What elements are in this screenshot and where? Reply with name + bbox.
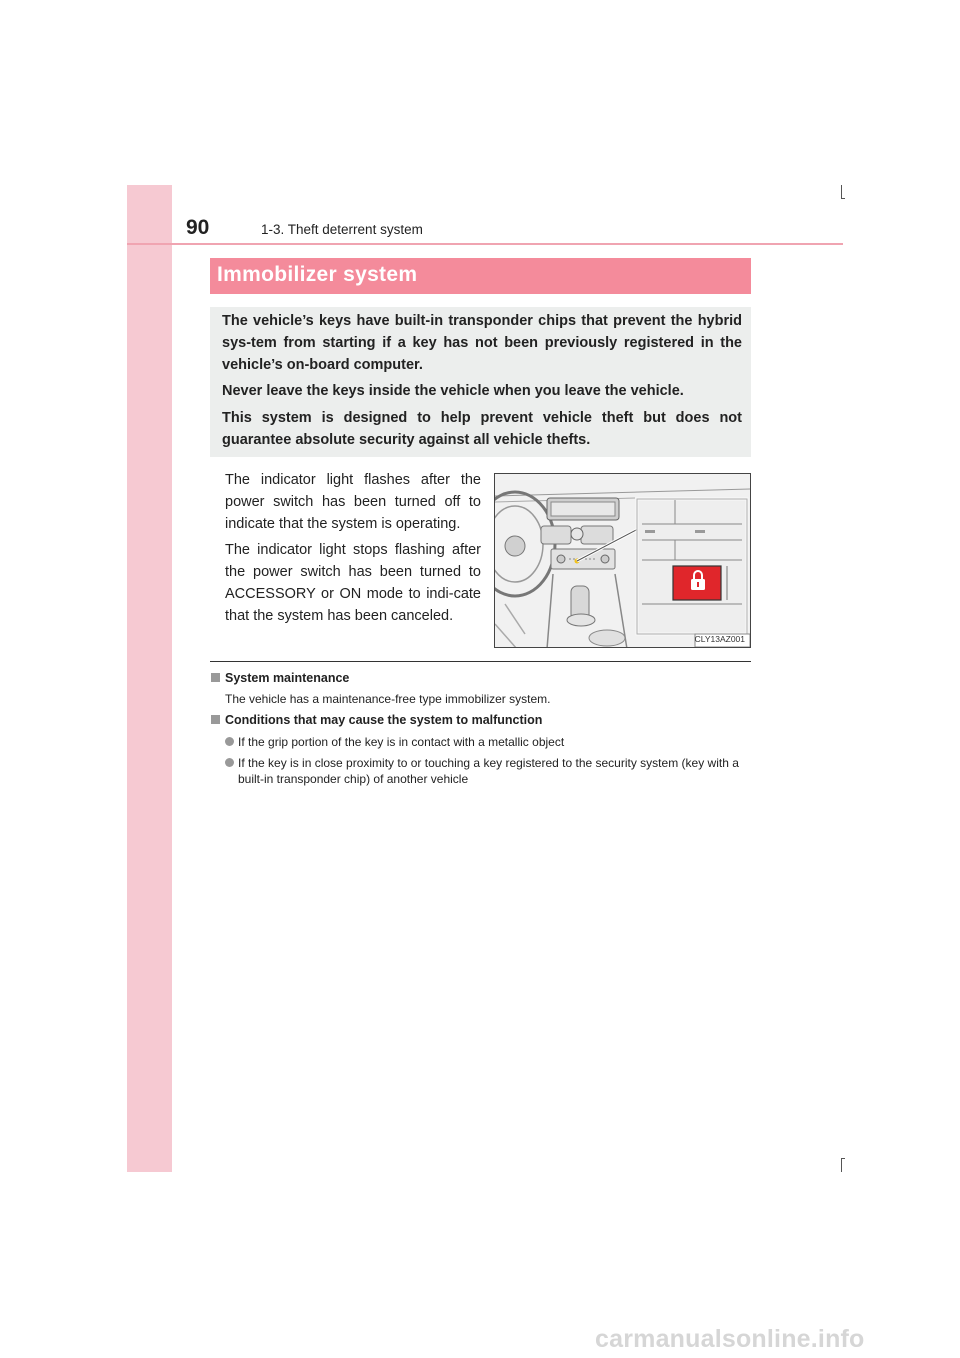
square-bullet-icon bbox=[211, 673, 220, 682]
watermark: carmanualsonline.info bbox=[595, 1325, 865, 1353]
square-bullet-icon bbox=[211, 715, 220, 724]
chapter-title: 1-3. Theft deterrent system bbox=[261, 222, 423, 237]
intro-paragraph-1: The vehicle’s keys have built-in transponder chips that prevent the hybrid sys-tem from starting if a key has not been previously registered in the vehicle’s on-board computer. bbox=[222, 313, 742, 373]
note-text-maintenance: The vehicle has a maintenance-free type immobilizer system. bbox=[225, 692, 551, 706]
body-paragraph-1: The indicator light flashes after the power switch has been turned off to indicate that the system is operating. bbox=[225, 472, 481, 532]
crop-mark-bottom bbox=[841, 1158, 842, 1172]
intro-paragraph-2: Never leave the keys inside the vehicle when you leave the vehicle. bbox=[222, 383, 684, 399]
circle-bullet-icon bbox=[225, 737, 234, 746]
note-heading-maintenance bbox=[211, 671, 349, 685]
crop-mark-top bbox=[841, 185, 842, 199]
note-heading-malfunction bbox=[211, 713, 542, 727]
chapter-sidebar-tab bbox=[127, 185, 172, 1172]
crop-mark-bottom-tick bbox=[841, 1158, 845, 1159]
figure-code: CLY13AZ001 bbox=[694, 634, 745, 644]
intro-paragraph-3: This system is designed to help prevent vehicle theft but does not guarantee absolute security against all vehicle thefts. bbox=[222, 410, 742, 448]
list-item-text: If the key is in close proximity to or touching a key registered to the security system (key with a built-in transponder chip) of another vehicle bbox=[238, 756, 739, 786]
list-item-text: If the grip portion of the key is in contact with a metallic object bbox=[238, 735, 565, 749]
list-item bbox=[225, 734, 753, 750]
section-title: Immobilizer system bbox=[217, 263, 418, 286]
note-heading-text: Conditions that may cause the system to malfunction bbox=[225, 713, 543, 727]
crop-mark-top-tick bbox=[841, 198, 845, 199]
notes-divider bbox=[210, 661, 751, 662]
header-rule bbox=[127, 243, 843, 245]
circle-bullet-icon bbox=[225, 758, 234, 767]
dashboard-illustration bbox=[494, 473, 751, 648]
dashboard-drawing bbox=[495, 474, 751, 648]
list-item bbox=[225, 755, 753, 787]
note-heading-text: System maintenance bbox=[225, 671, 350, 685]
body-paragraph-2: The indicator light stops flashing after the power switch has been turned to ACCESSORY or ON mode to indi-cate that the system has been canceled. bbox=[225, 542, 481, 624]
page-number: 90 bbox=[186, 216, 210, 239]
